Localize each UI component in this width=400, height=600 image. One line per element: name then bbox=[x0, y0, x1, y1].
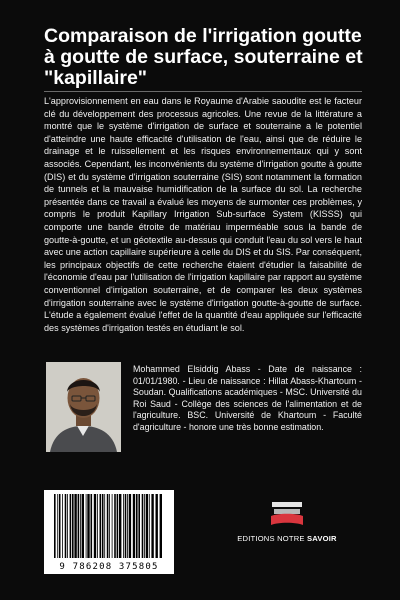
title-divider bbox=[44, 91, 362, 92]
barcode-bar bbox=[59, 494, 61, 558]
barcode-bar bbox=[109, 494, 110, 558]
barcode-bar bbox=[67, 494, 68, 558]
barcode-bar bbox=[54, 494, 56, 558]
barcode-bar bbox=[129, 494, 131, 558]
barcode-bar bbox=[125, 494, 127, 558]
barcode-bar bbox=[65, 494, 67, 558]
barcode-bar bbox=[144, 494, 145, 558]
isbn-barcode bbox=[44, 490, 174, 574]
book-stack-icon bbox=[268, 498, 306, 528]
barcode-bar bbox=[87, 494, 89, 558]
barcode-bar bbox=[82, 494, 84, 558]
book-summary: L'approvisionnement en eau dans le Royaume d'Arabie saoudite est le facteur clé du développement des processus agricoles. Une revue de la littérature a montré que le système d'irrigation de surface et souterraine a le potentiel d'atteindre une haute efficacité d'utilisation de l'eau, ainsi que de réduire le drainage et le ruissellement et les risques environnementaux qui y sont associés. Cependant, les inconvénients du système d'irrigation goutte à goutte (DIS) et du système d'irrigation souterraine (SIS) sont notamment la formation de tunnels et la mauvaise humidification de la surface du sol. La recherche présentée dans ce travail a évalué les moyens de surmonter ces problèmes, y compris le produit Kapillary Irrigation Sub-surface System (KISSS) qui comporte une bande étroite de matériau imperméable sous la bande de goutte-à-goutte, et un géotextile au-dessus qui conduit l'eau du sol vers le haut avec une action capillaire supérieure à celle du DIS et du SIS. Par conséquent, les principaux objectifs de cette recherche étaient d'étudier la faisabilité de l'économie d'eau par l'utilisation de l'irrigation kapillaire par rapport au système conventionnel d'irrigation souterraine, et de comparer les deux systèmes d'irrigation souterraine avec le système d'irrigation goutte-à-goutte de surface. L'étude a également évalué l'effet de la quantité d'eau appliquée sur l'efficacité des systèmes d'irrigation testés en étudiant le sol. bbox=[44, 96, 362, 333]
barcode-bar bbox=[119, 494, 121, 558]
barcode-bar bbox=[138, 494, 140, 558]
barcode-bar bbox=[80, 494, 81, 558]
barcode-bar bbox=[70, 494, 72, 558]
barcode-bar bbox=[86, 494, 87, 558]
barcode-bar bbox=[146, 494, 148, 558]
barcode-bar bbox=[57, 494, 58, 558]
barcode-bar bbox=[112, 494, 113, 558]
barcode-bar bbox=[156, 494, 158, 558]
publisher-logo bbox=[232, 498, 342, 558]
barcode-bar bbox=[136, 494, 138, 558]
book-title: Comparaison de l'irrigation goutte à goutte de surface, souterraine et "kapillaire" bbox=[44, 25, 363, 89]
barcode-bar bbox=[72, 494, 74, 558]
barcode-bar bbox=[74, 494, 76, 558]
barcode-bar bbox=[149, 494, 150, 558]
barcode-bar bbox=[91, 494, 93, 558]
barcode-bar bbox=[127, 494, 128, 558]
publisher-name: EDITIONS NOTRE SAVOIR bbox=[237, 534, 337, 543]
barcode-bar bbox=[102, 494, 104, 558]
barcode-bar bbox=[123, 494, 124, 558]
barcode-bar bbox=[107, 494, 109, 558]
isbn-digits: 9 786208 375805 bbox=[59, 562, 159, 572]
barcode-bar bbox=[97, 494, 98, 558]
author-photo bbox=[46, 362, 121, 452]
barcode-bar bbox=[104, 494, 105, 558]
barcode-bar bbox=[133, 494, 135, 558]
barcode-bar bbox=[151, 494, 153, 558]
barcode-bar bbox=[117, 494, 119, 558]
barcode-bar bbox=[94, 494, 96, 558]
barcode-bar bbox=[160, 494, 162, 558]
barcode-bar bbox=[100, 494, 102, 558]
barcode-bar bbox=[114, 494, 116, 558]
barcode-bar bbox=[78, 494, 80, 558]
barcode-bar bbox=[142, 494, 144, 558]
barcode-bar bbox=[62, 494, 63, 558]
author-bio: Mohammed Elsiddig Abass - Date de naissance : 01/01/1980. - Lieu de naissance : Hillat Abass-Khartoum - Soudan. Qualifications académiques - MSC. Université du Roi Saud - Collège des sciences de l'alimentation et de l'agriculture. BSC. Université de Khartoum - Faculté d'agriculture - honore une très bonne estimation. bbox=[133, 364, 362, 432]
